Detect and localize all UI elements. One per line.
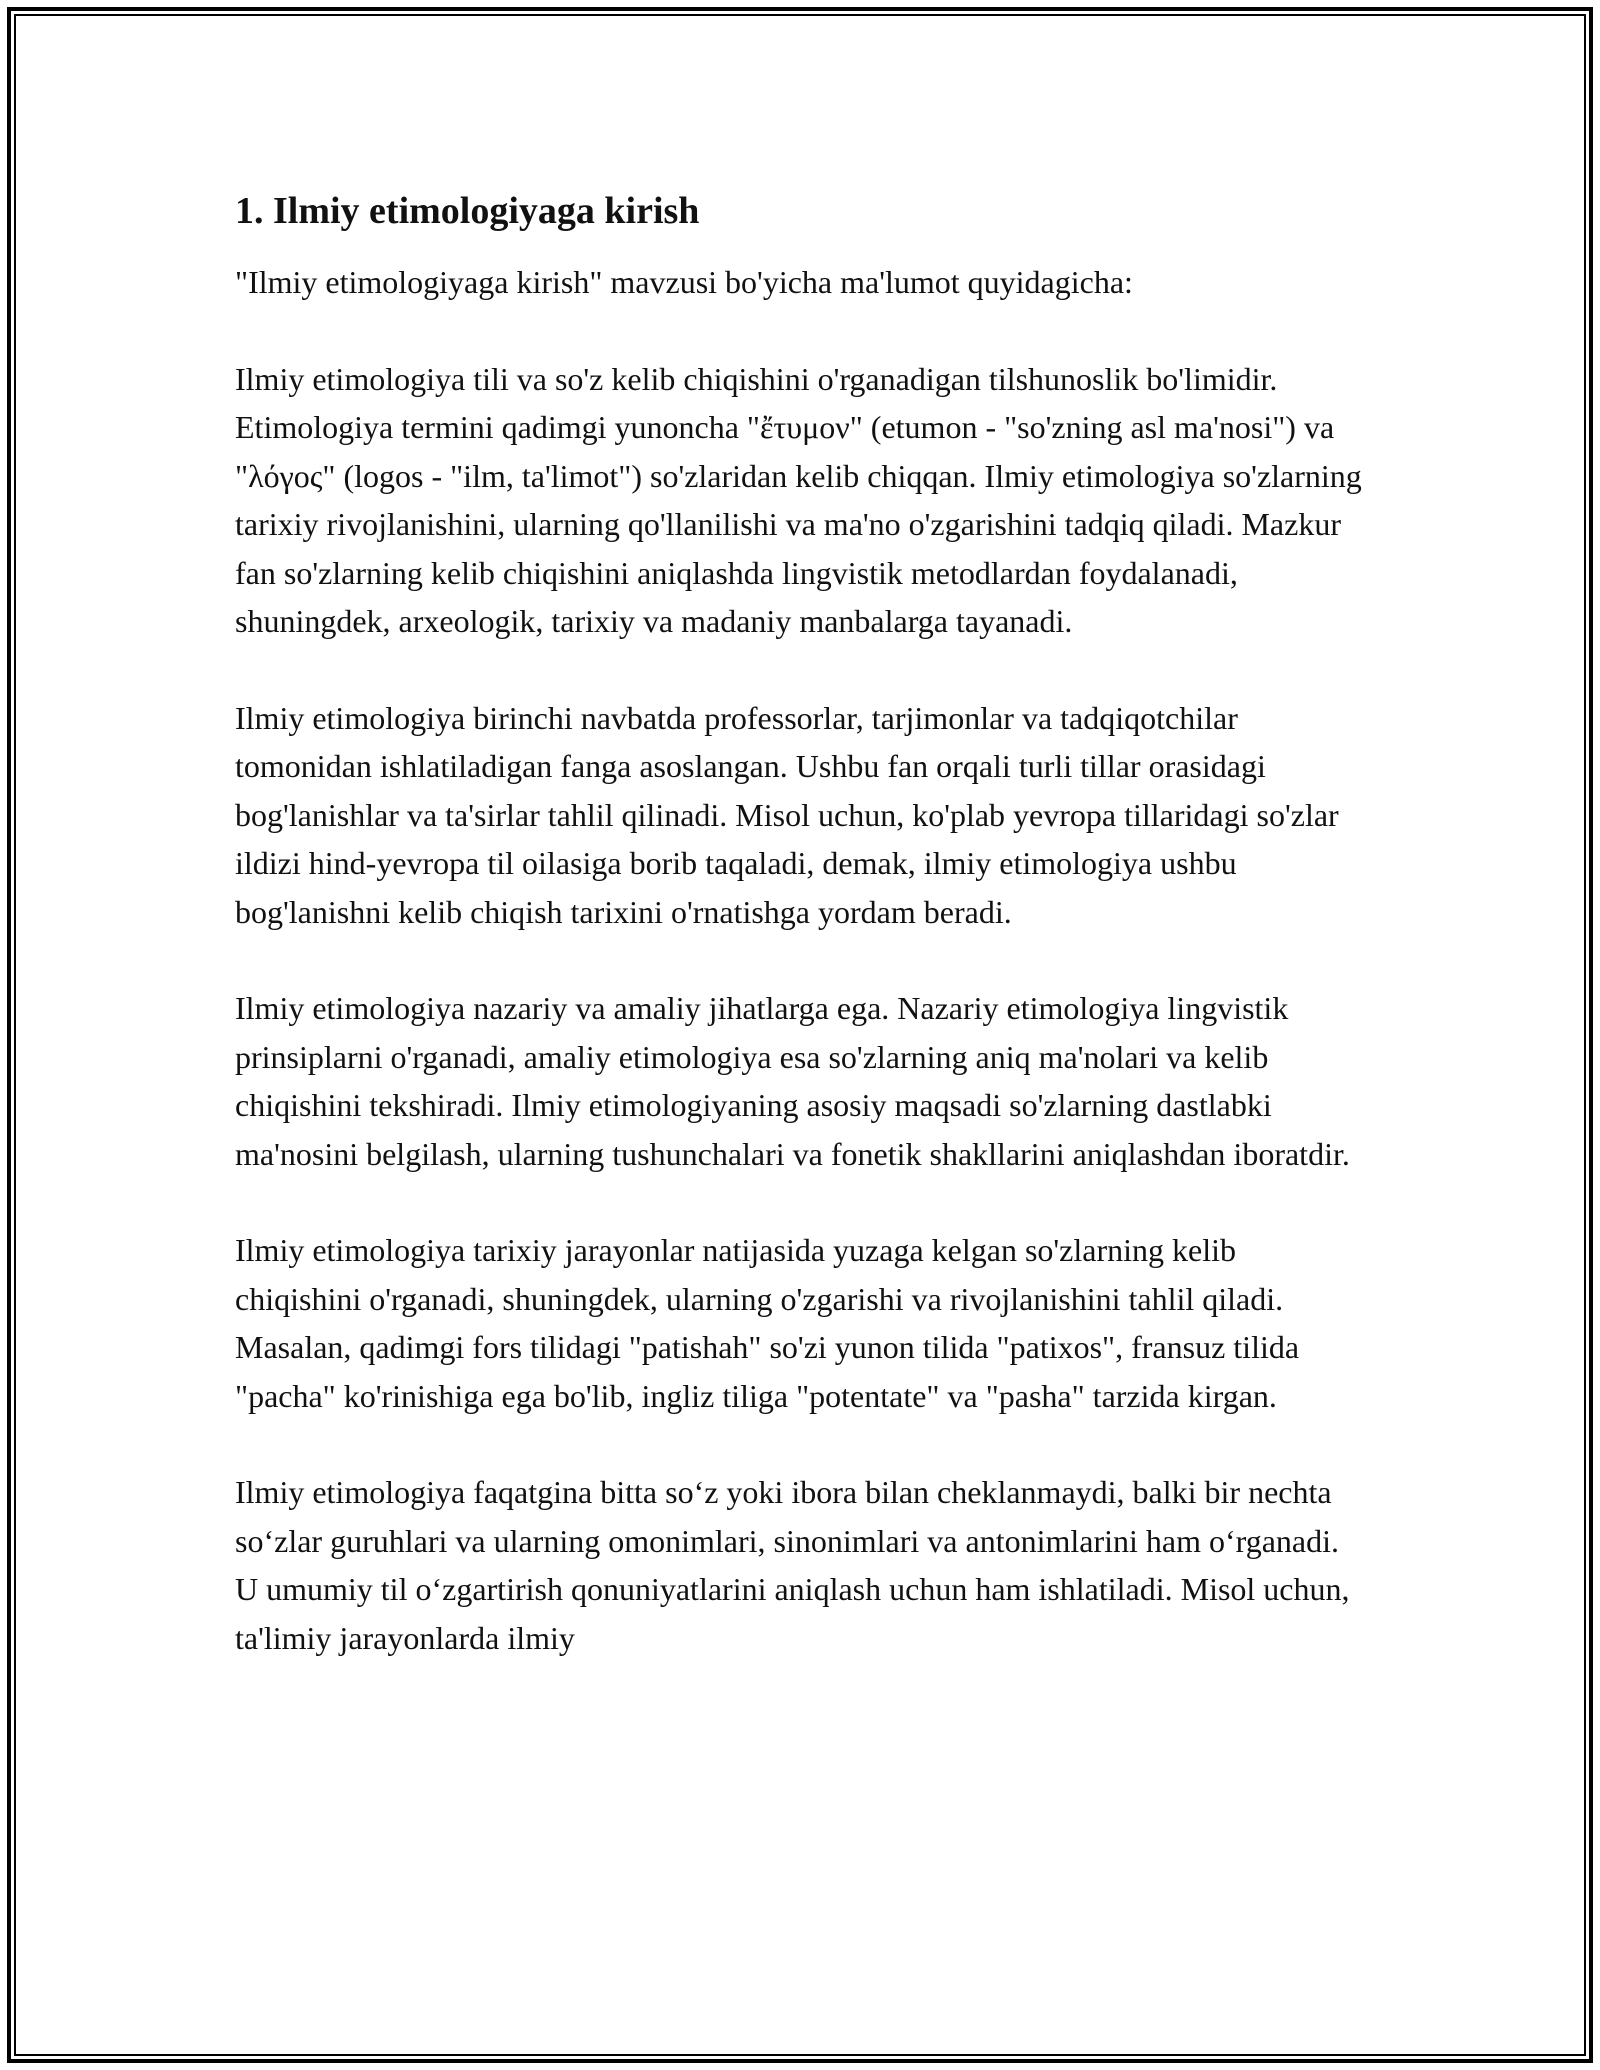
section-title: 1. Ilmiy etimologiyaga kirish (235, 190, 700, 232)
paragraph-2: Ilmiy etimologiya birinchi navbatda professorlar, tarjimonlar va tadqiqotchilar tomonidan ishlatiladigan fanga asoslangan. Ushbu fan orqali turli tillar orasidagi bog'lanishlar va ta'sirlar tahlil qilinadi. Misol uchun, ko'plab yevropa tillaridagi so'zlar ildizi hind-yevropa til oilasiga borib taqaladi, demak, ilmiy etimologiya ushbu bog'lanishni kelib chiqish tarixini o'rnatishga yordam beradi. (235, 699, 1339, 930)
paragraph-5: Ilmiy etimologiya faqatgina bitta so‘z yoki ibora bilan cheklanmaydi, balki bir nechta so‘zlar guruhlari va ularning omonimlari, sinonimlari va antonimlarini ham o‘rganadi. U umumiy til o‘zgartirish qonuniyatlarini aniqlash uchun ham ishlatiladi. Misol uchun, ta'limiy jarayonlarda ilmiy (235, 1474, 1350, 1656)
paragraph-4: Ilmiy etimologiya tarixiy jarayonlar natijasida yuzaga kelgan so'zlarning kelib chiqishini o'rganadi, shuningdek, ularning o'zgarishi va rivojlanishini tahlil qiladi. Masalan, qadimgi fors tilidagi "patishah" so'zi yunon tilida "patixos", fransuz tilida "pacha" ko'rinishiga ega bo'lib, ingliz tiliga "potentate" va "pasha" tarzida kirgan. (235, 1232, 1300, 1414)
paragraph-1: Ilmiy etimologiya tili va so'z kelib chiqishini o'rganadigan tilshunoslik bo'limidir. Etimologiya termini qadimgi yunoncha "ἔτυμον" (etumon - "so'zning asl ma'nosi") va "λόγος" (logos - "ilm, ta'limot") so'zlaridan kelib chiqqan. Ilmiy etimologiya so'zlarning tarixiy rivojlanishini, ularning qo'llanilishi va ma'no o'zgarishini tadqiq qiladi. Mazkur fan so'zlarning kelib chiqishini aniqlashda lingvistik metodlardan foydalanadi, shuningdek, arxeologik, tarixiy va madaniy manbalarga tayanadi. (235, 360, 1362, 639)
paragraph-3: Ilmiy etimologiya nazariy va amaliy jihatlarga ega. Nazariy etimologiya lingvistik prinsiplarni o'rganadi, amaliy etimologiya esa so'zlarning aniq ma'nolari va kelib chiqishini tekshiradi. Ilmiy etimologiyaning asosiy maqsadi so'zlarning dastlabki ma'nosini belgilash, ularning tushunchalari va fonetik shakllarini aniqlashdan iboratdir. (235, 990, 1350, 1172)
intro-paragraph: "Ilmiy etimologiyaga kirish" mavzusi bo'yicha ma'lumot quyidagicha: (235, 264, 1133, 300)
document-body (235, 186, 1370, 1662)
